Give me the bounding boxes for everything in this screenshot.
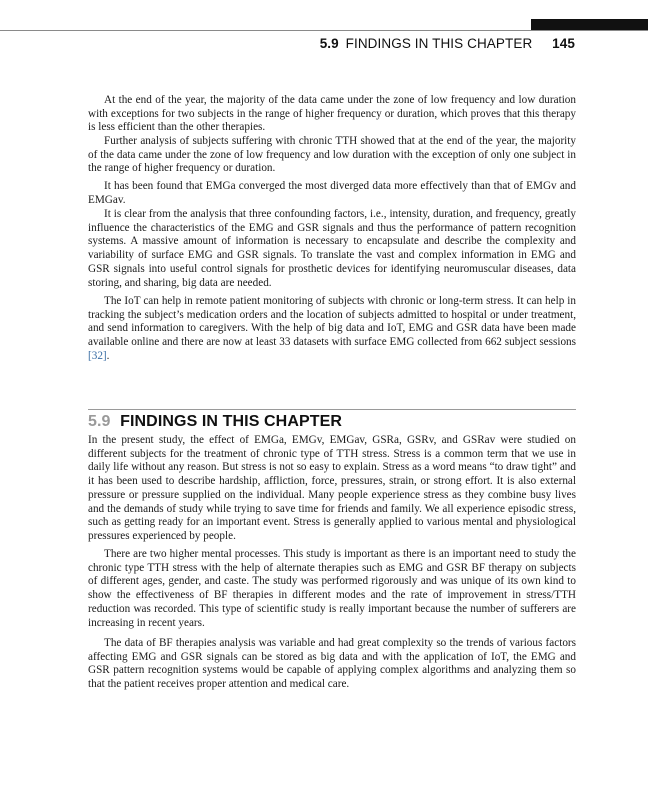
header-accent-bar — [531, 19, 648, 30]
section-number: 5.9 — [88, 413, 111, 430]
paragraph-text: The IoT can help in remote patient monitoring of subjects with chronic or long-term stress. It can help in tracking the subject’s medication orders and the location of subjects admitted to hospital or under treatment, and send information to caregivers. With the help of big data and IoT, EMG and GSR data have been made available online and there are now at least 33 datasets with surface EMG collected from 662 subject sessions — [88, 295, 576, 349]
paragraph: It is clear from the analysis that three confounding factors, i.e., intensity, duration, and frequency, greatly influence the characteristics of the EMG and GSR signals and thus the performance of pattern recognition systems. A massive amount of information is necessary to encapsulate and describe the complexity and variability of surface EMG and GSR signals. To translate the vast and complex information in EMG and GSR signals into useful control signals for prosthetic devices for identifying neuromuscular diseases, data storing, and sharing, big data are needed. — [88, 208, 576, 289]
paragraph: The data of BF therapies analysis was variable and had great complexity so the trends of various factors affecting EMG and GSR signals can be stored as big data and with the application of IoT, the EMG and GSR pattern recognition systems would be capable of applying complex algorithms and analyzing them so that the patient receives proper attention and medical care. — [88, 637, 576, 691]
section-title: FINDINGS IN THIS CHAPTER — [120, 413, 343, 430]
running-head-section-title: FINDINGS IN THIS CHAPTER — [345, 36, 533, 51]
paragraph — [88, 295, 576, 364]
section-rule — [88, 409, 576, 410]
citation-link[interactable]: [32] — [88, 349, 107, 362]
running-head — [320, 36, 575, 51]
running-head-section-number: 5.9 — [319, 36, 339, 51]
page-number: 145 — [552, 36, 575, 51]
paragraph: In the present study, the effect of EMGa, EMGv, EMGav, GSRa, GSRv, and GSRav were studied on different subjects for the treatment of chronic type of TTH stress. Stress is a common term that we use in daily life without any reason. But stress is not so easy to explain. Stress as a word means “to draw tight” and it has been used to describe hardship, affliction, force, pressures, strain, or strong effort. It is also external pressure or pressure supplied on the individual. Many people experience stress as they combine busy lives and the demands of study while trying to save time for friends and family. We all experience episodic stress, such as getting ready for an important event. Stress is generally applied to various mental and physiological pressures experienced by people. — [88, 434, 576, 542]
paragraph-end: . — [106, 349, 110, 362]
section-heading — [88, 413, 342, 431]
paragraph: There are two higher mental processes. This study is important as there is an important need to study the chronic type TTH stress with the help of alternate therapies such as EMG and GSR BF therapy on subjects of different ages, gender, and caste. The study was performed rigorously and was unique of its own kind to show the effectiveness of BF therapies in different modes and the rate of improvement in stress/TTH reduction was recorded. This type of scientific study is really important because the number of sufferers are increasing in recent years. — [88, 548, 576, 629]
header-rule — [0, 30, 648, 31]
paragraph: Further analysis of subjects suffering with chronic TTH showed that at the end of the year, the majority of the data came under the zone of low frequency and low duration with the exception of only one subject in the range of higher frequency or duration. — [88, 135, 576, 175]
paragraph: At the end of the year, the majority of the data came under the zone of low frequency and low duration with exceptions for two subjects in the range of higher frequency or duration, which proves that this therapy is less efficient than the other therapies. — [88, 94, 576, 134]
paragraph: It has been found that EMGa converged the most diverged data more effectively than that of EMGv and EMGav. — [88, 180, 576, 206]
